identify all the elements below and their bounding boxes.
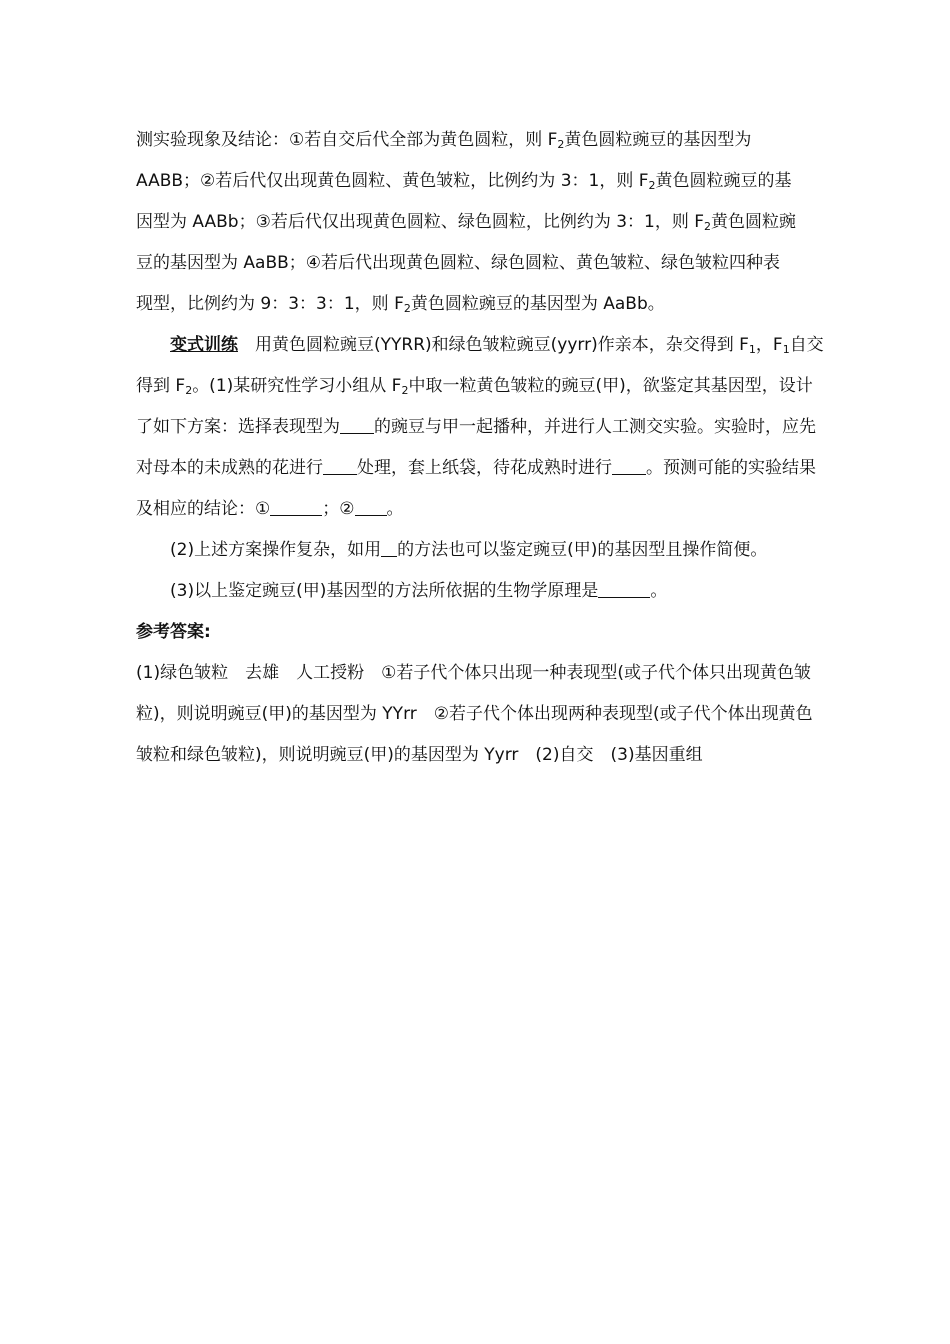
answer-blank bbox=[612, 458, 646, 475]
exercise-paragraph-2 bbox=[136, 530, 826, 571]
document-page bbox=[136, 120, 826, 776]
exercise-text: 。预测可能的实验结果及相应的结论：① bbox=[136, 458, 816, 519]
answer-heading: 参考答案: bbox=[136, 622, 211, 642]
answer-blank bbox=[323, 458, 357, 475]
intro-text: 豆的基因型为 AaBB；④若后代出现黄色圆粒、绿色圆粒、黄色皱粒、绿色皱粒四种表 bbox=[136, 253, 781, 273]
intro-text: 黄色圆粒豌豆的基因型为 AaBb。 bbox=[410, 294, 665, 314]
subscript: 1 bbox=[782, 343, 790, 356]
exercise-paragraph-1 bbox=[136, 325, 826, 530]
answer-blank bbox=[355, 499, 387, 516]
answer-text: (1)绿色皱粒 去雄 人工授粉 ①若子代个体只出现一种表现型(或子代个体只出现黄色皱粒)，则说明豌豆(甲)的基因型为 YYrr ②若子代个体出现两种表现型(或子代个体出现黄色皱粒和绿色皱粒)，则说明豌豆(甲)的基因型为 Yyrr (2)自交 (3)基因重组 bbox=[136, 663, 813, 765]
answer-blank bbox=[381, 540, 397, 557]
exercise-label: 变式训练 bbox=[170, 335, 238, 355]
exercise-text: 自交得到 F bbox=[136, 335, 824, 396]
answer-blank bbox=[598, 581, 650, 598]
subscript: 2 bbox=[704, 220, 712, 233]
subscript: 2 bbox=[401, 384, 409, 397]
intro-text: 黄色圆粒豌豆的基因型为 bbox=[564, 130, 752, 150]
answer-blank bbox=[270, 499, 322, 516]
exercise-paragraph-3 bbox=[136, 571, 826, 612]
exercise-text: 用黄色圆粒豌豆(YYRR)和绿色皱粒豌豆(yyrr)作亲本，杂交得到 F bbox=[255, 335, 749, 355]
exercise-text: 中取一粒黄色皱粒的豌豆(甲)，欲鉴定其基因型，设计了如下方案：选择表现型为 bbox=[136, 376, 813, 437]
exercise-text: 。(1)某研究性学习小组从 F bbox=[192, 376, 402, 396]
subscript: 2 bbox=[557, 138, 565, 151]
intro-text: AABB；②若后代仅出现黄色圆粒、黄色皱粒，比例约为 3：1，则 F bbox=[136, 171, 649, 191]
subscript: 1 bbox=[748, 343, 756, 356]
subscript: 2 bbox=[648, 179, 656, 192]
intro-text: 因型为 AABb；③若后代仅出现黄色圆粒、绿色圆粒，比例约为 3：1，则 F bbox=[136, 212, 705, 232]
exercise-text: 的方法也可以鉴定豌豆(甲)的基因型且操作简便。 bbox=[397, 540, 768, 560]
intro-text: 黄色圆粒豌 bbox=[711, 212, 797, 232]
intro-paragraph bbox=[136, 120, 826, 325]
exercise-text: 。 bbox=[650, 581, 668, 601]
answer-blank bbox=[340, 417, 374, 434]
exercise-text: ；② bbox=[322, 499, 355, 519]
exercise-text: ，F bbox=[755, 335, 783, 355]
subscript: 2 bbox=[403, 302, 411, 315]
exercise-text: 处理，套上纸袋，待花成熟时进行 bbox=[357, 458, 612, 478]
intro-text: 黄色圆粒豌豆的基 bbox=[655, 171, 792, 191]
exercise-text: 的豌豆与甲一起播种，并进行人工测交实验。实验时，应先对母本的未成熟的花进行 bbox=[136, 417, 816, 478]
exercise-text: 。 bbox=[386, 499, 404, 519]
intro-text: 测实验现象及结论：①若自交后代全部为黄色圆粒，则 F bbox=[136, 130, 558, 150]
subscript: 2 bbox=[185, 384, 193, 397]
exercise-text: (2)上述方案操作复杂，如用 bbox=[170, 540, 382, 560]
intro-text: 现型，比例约为 9：3：3：1，则 F bbox=[136, 294, 404, 314]
exercise-text: (3)以上鉴定豌豆(甲)基因型的方法所依据的生物学原理是 bbox=[170, 581, 599, 601]
